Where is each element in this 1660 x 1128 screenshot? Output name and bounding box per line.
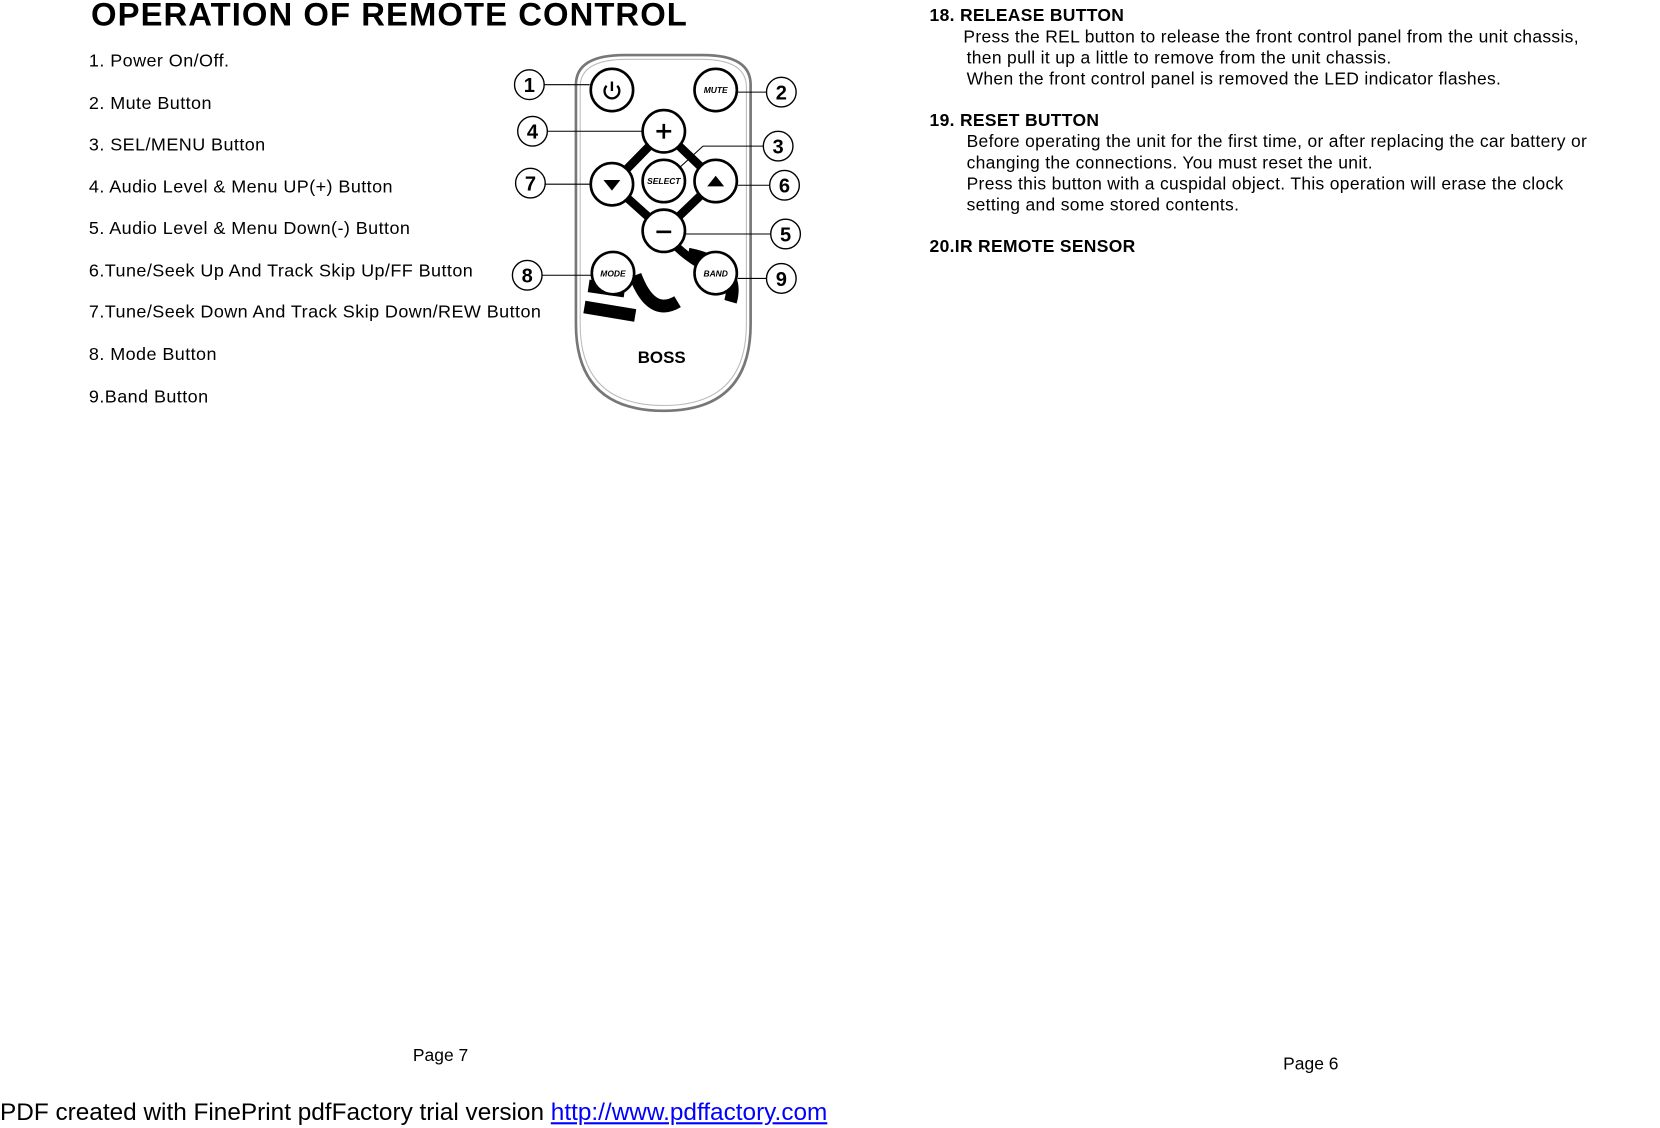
list-item: 2. Mute Button xyxy=(88,93,212,114)
list-item: 8. Mode Button xyxy=(88,344,217,365)
callout-2: 2 xyxy=(775,82,787,105)
section-text: setting and some stored contents. xyxy=(966,195,1240,215)
section-text: When the front control panel is removed the LED indicator flashes. xyxy=(966,69,1502,89)
page-number-left: Page 7 xyxy=(412,1045,469,1066)
list-item: 6.Tune/Seek Up And Track Skip Up/FF Button xyxy=(88,260,474,281)
callout-6: 6 xyxy=(778,175,791,198)
list-item: 1. Power On/Off. xyxy=(88,50,230,71)
list-item: 5. Audio Level & Menu Down(-) Button xyxy=(88,218,411,239)
list-item: 7.Tune/Seek Down And Track Skip Down/REW Button xyxy=(88,301,542,322)
section-text: Press this button with a cuspidal object. This operation will erase the clock xyxy=(966,174,1564,194)
section-heading: 19. RESET BUTTON xyxy=(929,111,1100,131)
callout-9: 9 xyxy=(775,268,787,291)
boss-logo: BOSS xyxy=(637,348,686,368)
section-text: Before operating the unit for the first time, or after replacing the car battery or xyxy=(966,132,1588,152)
callout-4: 4 xyxy=(526,121,539,144)
section-text: then pull it up a little to remove from the unit chassis. xyxy=(966,48,1392,68)
list-item: 9.Band Button xyxy=(88,386,209,407)
callout-1: 1 xyxy=(523,75,535,98)
callout-5: 5 xyxy=(779,224,792,247)
mode-label: MODE xyxy=(600,268,626,279)
list-item: 3. SEL/MENU Button xyxy=(88,134,266,155)
section-text: Press the REL button to release the front control panel from the unit chassis, xyxy=(963,27,1579,47)
band-label: BAND xyxy=(703,268,728,279)
callout-7: 7 xyxy=(524,173,537,196)
section-heading: 18. RELEASE BUTTON xyxy=(929,6,1125,26)
page-number-right: Page 6 xyxy=(1283,1054,1339,1074)
callout-3: 3 xyxy=(772,136,784,159)
callout-8: 8 xyxy=(521,265,533,288)
page-title: OPERATION OF REMOTE CONTROL xyxy=(91,0,688,33)
footer-text: PDF created with FinePrint pdfFactory trial version xyxy=(0,1097,551,1126)
pdf-footer xyxy=(0,1098,827,1127)
select-label: SELECT xyxy=(647,176,681,187)
mute-label: MUTE xyxy=(703,85,728,96)
section-text: changing the connections. You must reset the unit. xyxy=(966,153,1373,173)
footer-link[interactable]: http://www.pdffactory.com xyxy=(550,1097,828,1126)
section-heading: 20.IR REMOTE SENSOR xyxy=(929,237,1136,257)
list-item: 4. Audio Level & Menu UP(+) Button xyxy=(88,176,393,197)
